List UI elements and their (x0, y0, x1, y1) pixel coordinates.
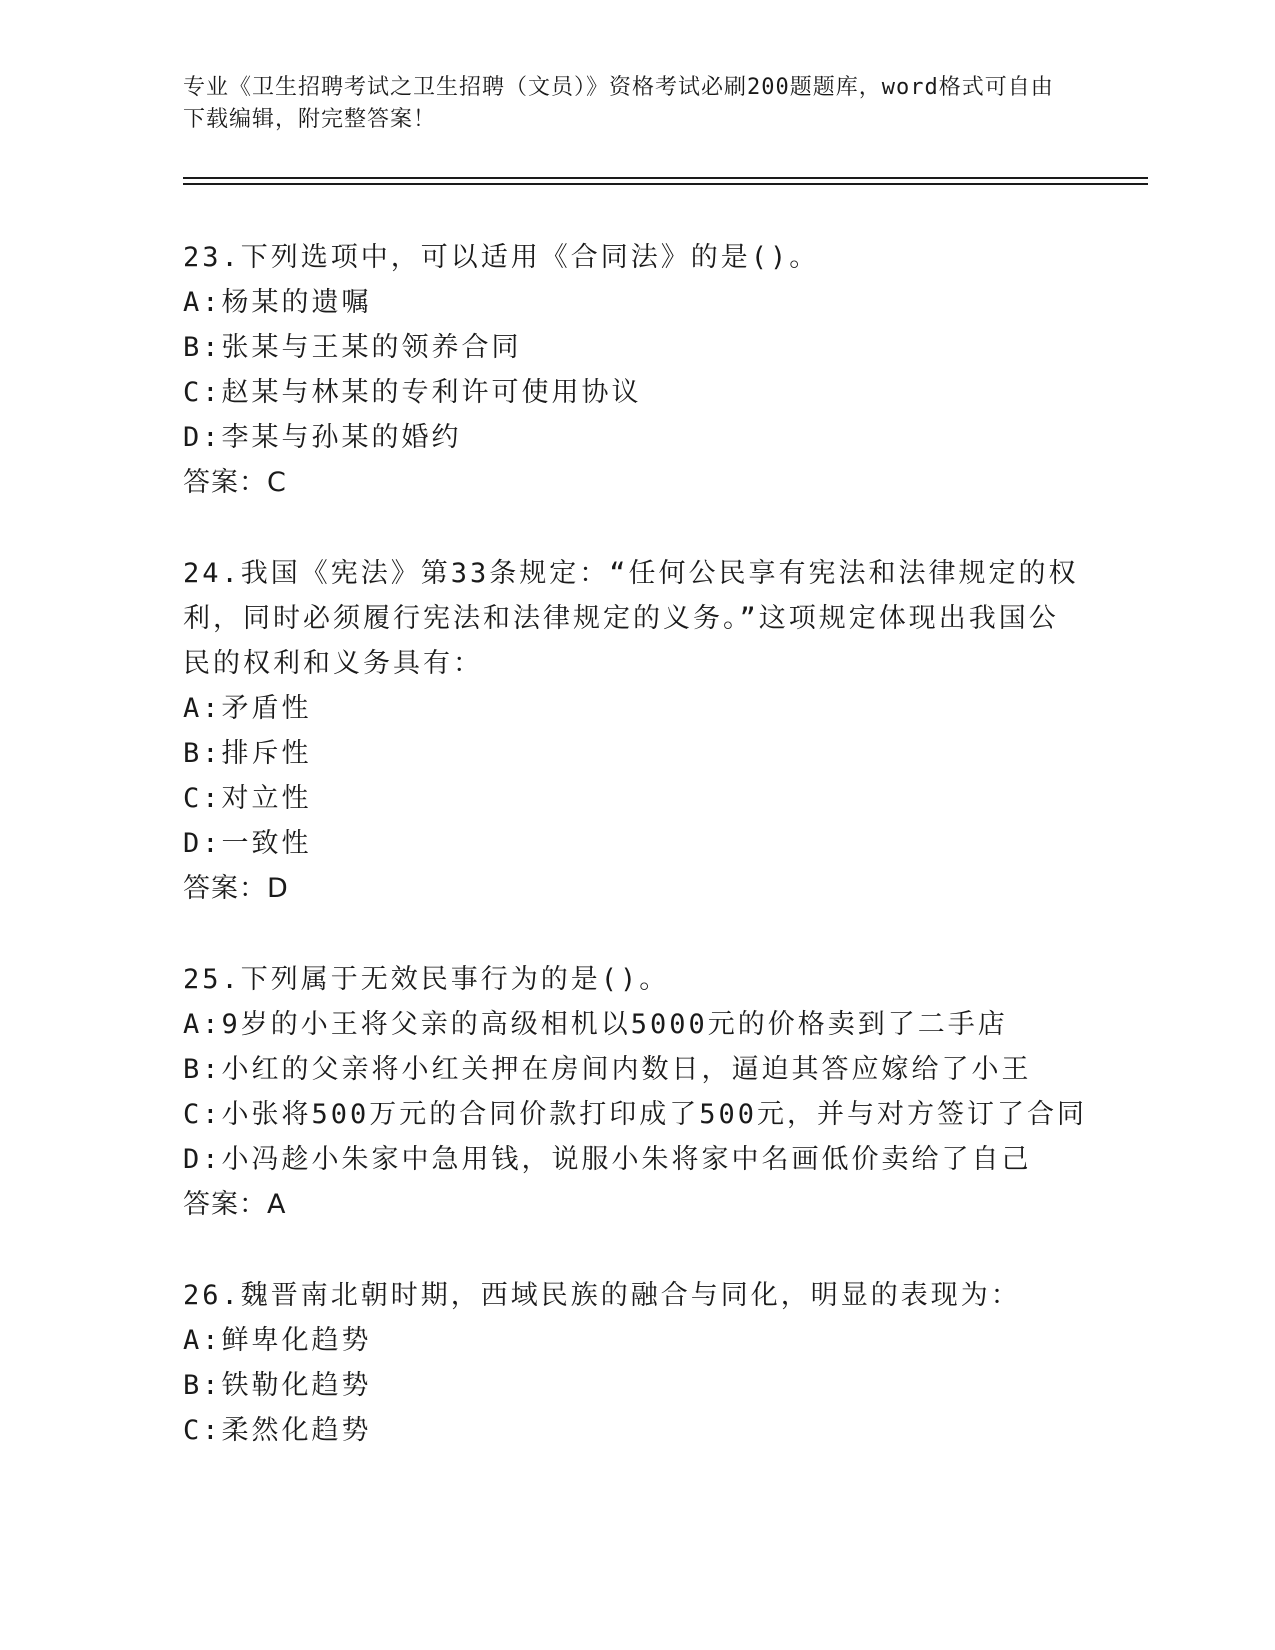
option-b: B:排斥性 (183, 738, 312, 769)
question-list (183, 235, 1088, 1499)
question-stem: 25.下列属于无效民事行为的是()。 (183, 964, 670, 995)
option-a: A:鲜卑化趋势 (183, 1325, 372, 1356)
option-a: A:矛盾性 (183, 693, 312, 724)
question-stem: 26.魏晋南北朝时期，西域民族的融合与同化，明显的表现为： (183, 1280, 1021, 1311)
option-b: B:小红的父亲将小红关押在房间内数日，逼迫其答应嫁给了小王 (183, 1054, 1032, 1085)
question-25 (183, 957, 1088, 1227)
header-divider-top (183, 177, 1148, 179)
option-c: C:柔然化趋势 (183, 1415, 372, 1446)
question-23 (183, 235, 1083, 505)
option-c: C:赵某与林某的专利许可使用协议 (183, 377, 642, 408)
option-c: C:对立性 (183, 783, 312, 814)
option-a: A:杨某的遗嘱 (183, 287, 372, 318)
answer-line: 答案：A (183, 1189, 287, 1220)
option-d: D:一致性 (183, 828, 312, 859)
question-26 (183, 1273, 1083, 1453)
option-d: D:李某与孙某的婚约 (183, 422, 462, 453)
option-a: A:9岁的小王将父亲的高级相机以5000元的价格卖到了二手店 (183, 1009, 1008, 1040)
option-b: B:张某与王某的领养合同 (183, 332, 522, 363)
answer-line: 答案：C (183, 467, 287, 498)
question-24 (183, 551, 1083, 911)
option-d: D:小冯趁小朱家中急用钱，说服小朱将家中名画低价卖给了自己 (183, 1144, 1032, 1175)
document-header: 专业《卫生招聘考试之卫生招聘（文员）》资格考试必刷200题题库，word格式可自由下载编辑，附完整答案！ (183, 75, 1054, 132)
option-c: C:小张将500万元的合同价款打印成了500元，并与对方签订了合同 (183, 1099, 1088, 1130)
question-stem: 24.我国《宪法》第33条规定：“任何公民享有宪法和法律规定的权利，同时必须履行宪法和法律规定的义务。”这项规定体现出我国公民的权利和义务具有： (183, 558, 1079, 679)
answer-line: 答案：D (183, 873, 289, 904)
header-divider-bottom (183, 183, 1148, 185)
question-stem: 23.下列选项中，可以适用《合同法》的是()。 (183, 242, 820, 273)
option-b: B:铁勒化趋势 (183, 1370, 372, 1401)
